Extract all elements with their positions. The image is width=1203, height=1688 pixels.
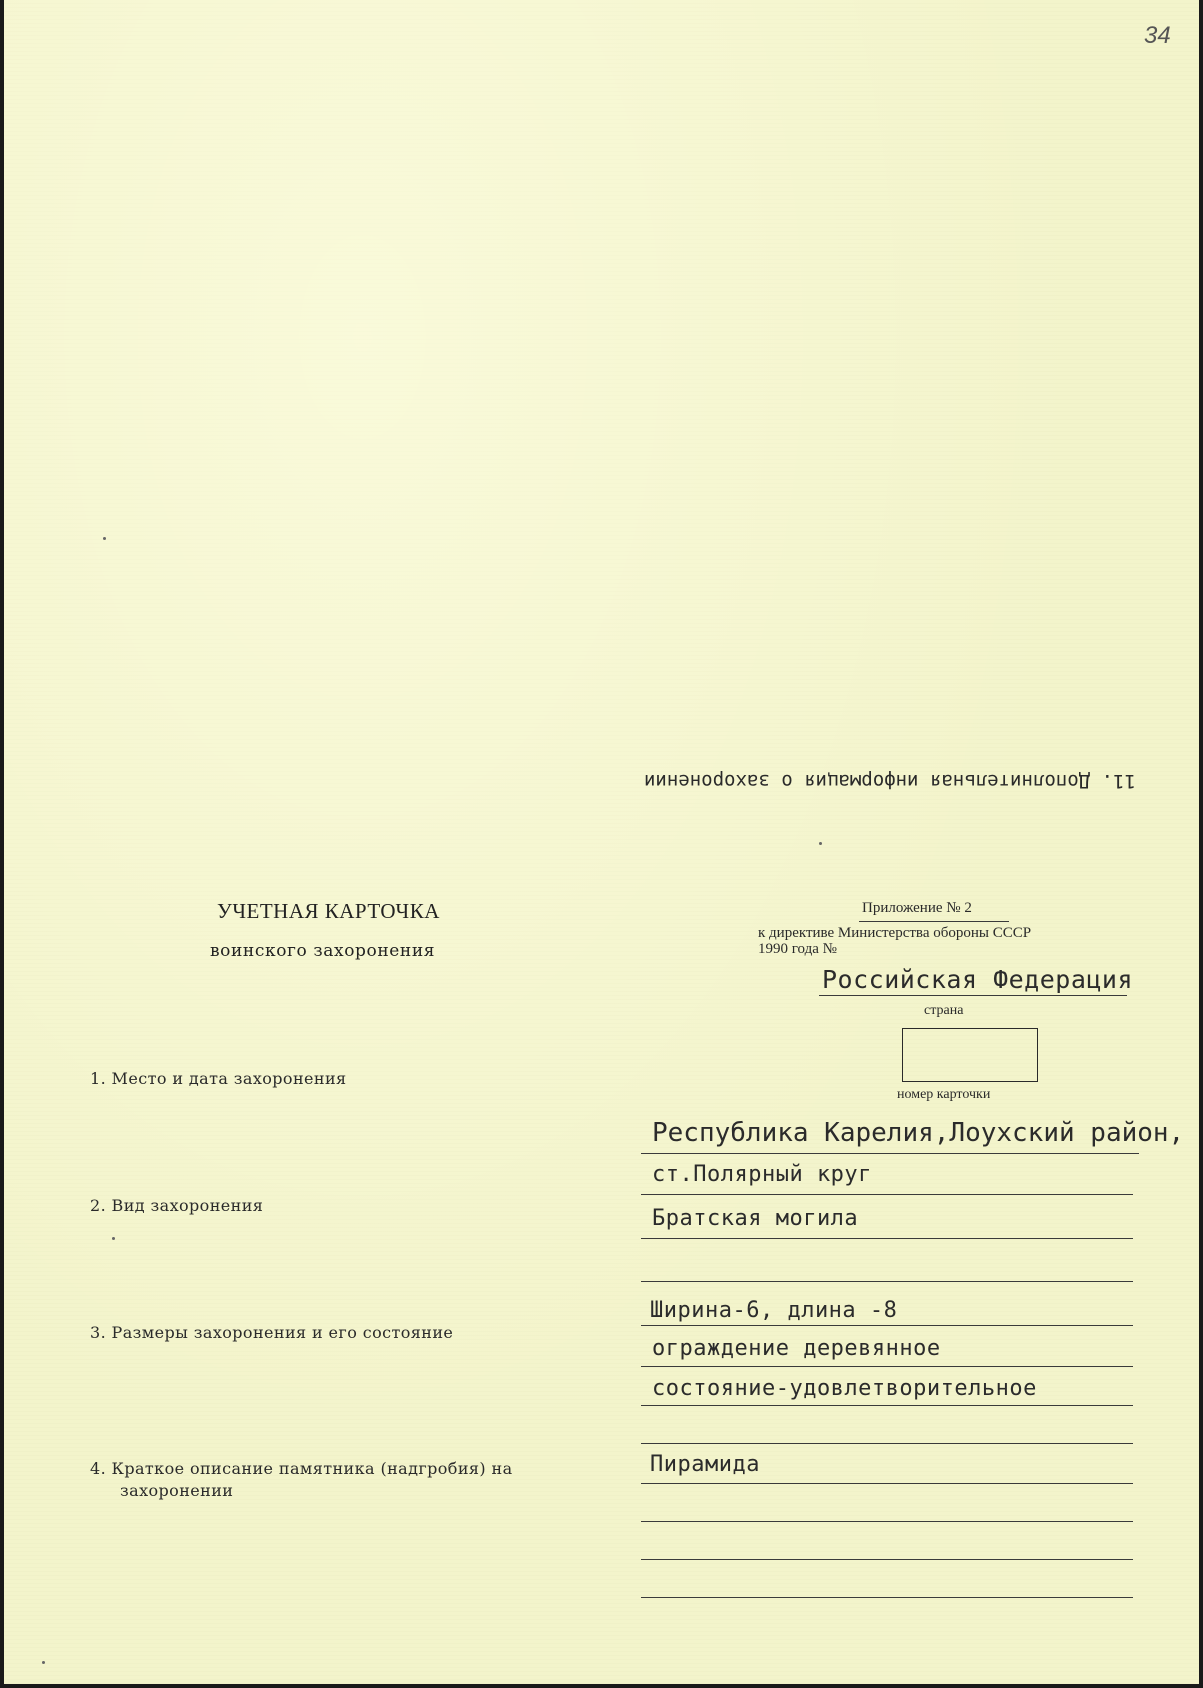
field-burial-type-label: 2. Вид захоронения [90,1196,264,1215]
paper-speck [103,537,106,540]
paper-speck [819,842,822,845]
field-size-condition-value-3: состояние-удовлетворительное [652,1376,1037,1401]
paper-speck [112,1237,115,1240]
field-size-condition-rule-4 [641,1443,1133,1444]
field-place-date-value-2: ст.Полярный круг [652,1162,872,1187]
appendix-label: Приложение № 2 [862,900,972,916]
card-number-box [902,1028,1038,1082]
field-size-condition-label: 3. Размеры захоронения и его состояние [90,1323,454,1342]
field-size-condition-value-1: Ширина-6, длина -8 [650,1298,898,1323]
field-burial-type-value: Братская могила [652,1206,859,1231]
field-burial-type-rule-2 [641,1281,1133,1282]
paper-speck [42,1661,45,1664]
field-place-date-rule-1 [641,1153,1139,1154]
field-place-date-rule-2 [641,1194,1133,1195]
field-monument-rule-4 [641,1597,1133,1598]
appendix-line2: 1990 года № [758,941,837,957]
field-size-condition-value-2: ограждение деревянное [652,1336,941,1361]
field-size-condition-rule-1 [641,1325,1133,1326]
field-place-date-value-1: Республика Карелия,Лоухский район, [652,1118,1185,1148]
field-monument-rule-3 [641,1559,1133,1560]
field-monument-label-2: захоронении [120,1481,234,1500]
field-monument-rule-1 [641,1483,1133,1484]
country-value: Российская Федерация [822,965,1134,994]
field-size-condition-rule-3 [641,1405,1133,1406]
field-place-date-label: 1. Место и дата захоронения [90,1069,347,1088]
field-burial-type-rule-1 [641,1238,1133,1239]
appendix-underline [859,921,1009,922]
field-monument-rule-2 [641,1521,1133,1522]
field-monument-value: Пирамида [650,1452,760,1477]
page-number: 34 [1144,22,1171,49]
field-monument-label-1: 4. Краткое описание памятника (надгробия) на [90,1459,513,1478]
field-size-condition-rule-2 [641,1366,1133,1367]
country-underline [819,995,1127,996]
appendix-line1: к директиве Министерства обороны СССР [758,925,1032,941]
document-page [4,0,1199,1684]
country-caption: страна [924,1003,964,1018]
card-number-caption: номер карточки [897,1087,991,1102]
rotated-section-title: 11. Дополнительная информация о захоронении [644,770,1136,792]
card-title: УЧЕТНАЯ КАРТОЧКА [217,899,440,923]
card-subtitle: воинского захоронения [210,941,436,961]
